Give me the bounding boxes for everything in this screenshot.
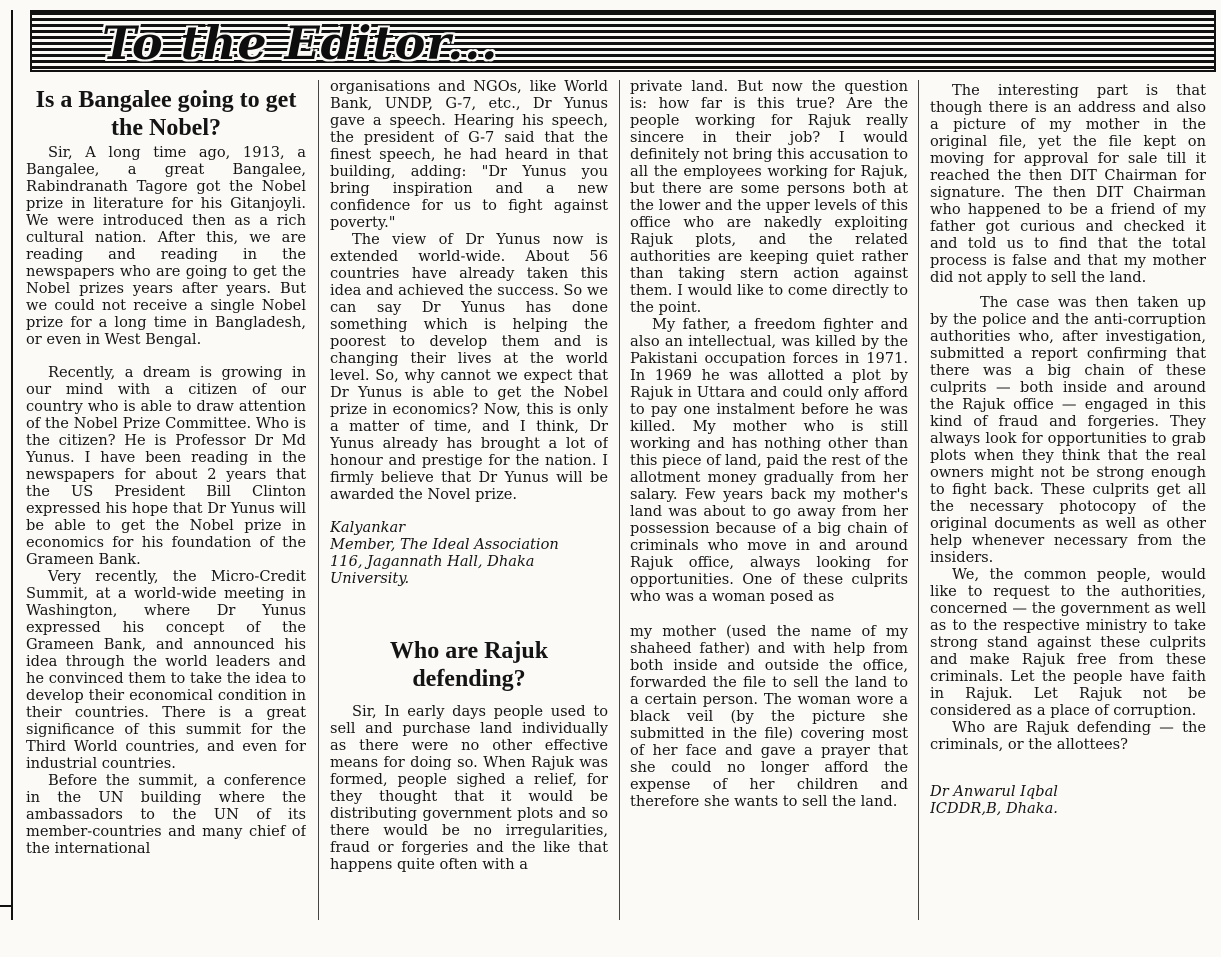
- letter-paragraph: The case was then taken up by the police and the anti-corruption authorities who, after investigation, submitted a report confirming that there was a big chain of these culprits — both inside and around the Rajuk office — engaged in this kind of fraud and forgeries. They always look for opportunities to grab plots when they think that the real owners might not be strong enough to fight back. These culprits get all the necessary photocopy of the original documents as well as other help whenever necessary from the insiders.: [930, 294, 1206, 566]
- section-title: To the Editor...: [102, 16, 499, 70]
- letter-headline: Who are Rajuk defending?: [389, 638, 549, 692]
- signature-affiliation: Member, The Ideal Association: [330, 536, 559, 553]
- column-1: [26, 80, 306, 930]
- letter-paragraph: We, the common people, would like to request to the authorities, concerned — the government as well as to the respective ministry to take strong stand against these culprits and make Rajuk free from these criminals. Let the people have faith in Rajuk. Let Rajuk not be considered as a place of corruption.: [930, 566, 1206, 719]
- column-rule: [918, 80, 919, 920]
- letter-paragraph: The view of Dr Yunus now is extended world-wide. About 56 countries have already taken this idea and achieved the success. So we can say Dr Yunus has done something which is helping the poorest to develop them and is changing their lives at the world level. So, why cannot we expect that Dr Yunus is able to get the Nobel prize in economics? Now, this is only a matter of time, and I think, Dr Yunus already has brought a lot of honour and prestige for the nation. I firmly believe that Dr Yunus will be awarded the Novel prize.: [330, 231, 608, 503]
- letter-headline: Is a Bangalee going to get the Nobel?: [35, 87, 297, 141]
- section-banner: [30, 10, 1216, 72]
- frame-foot-mark: [0, 905, 12, 907]
- column-4: [930, 82, 1206, 932]
- letter-paragraph: my mother (used the name of my shaheed father) and with help from both inside and outside the office, forwarded the file to sell the land to a certain person. The woman wore a black veil (by the picture she submitted in the file) covering most of her face and gave a prayer that she could no longer afford the expense of her children and therefore she wants to sell the land.: [630, 623, 908, 810]
- column-3: [630, 78, 908, 928]
- signature-address: 116, Jagannath Hall, Dhaka University.: [330, 553, 535, 587]
- letter-paragraph: Very recently, the Micro-Credit Summit, at a world-wide meeting in Washington, where Dr Yunus expressed his concept of the Grameen Bank, and announced his idea through the world leaders and he convinced them to take the idea to develop their economical condition in their countries. There is a great significance of this summit for the Third World countries, and even for industrial countries.: [26, 568, 306, 772]
- letter-paragraph: Sir, In early days people used to sell and purchase land individually as there were no other effective means for doing so. When Rajuk was formed, people sighed a relief, for they thought that it would be distributing government plots and so there would be no irregularities, fraud or forgeries and the like that happens quite often with a: [330, 703, 608, 873]
- letter-paragraph: organisations and NGOs, like World Bank, UNDP, G-7, etc., Dr Yunus gave a speech. Hearing his speech, the president of G-7 said that the finest speech, he had heard in that building, adding: "Dr Yunus you bring inspiration and a new confidence for us to fight against poverty.": [330, 78, 608, 231]
- column-rule: [619, 80, 620, 920]
- signature-block: [930, 783, 1206, 817]
- signature-name: Dr Anwarul Iqbal: [930, 783, 1058, 800]
- column-rule: [318, 80, 319, 920]
- signature-affiliation: ICDDR,B, Dhaka.: [930, 800, 1058, 817]
- column-2: [330, 78, 608, 928]
- letter-paragraph: Sir, A long time ago, 1913, a Bangalee, a great Bangalee, Rabindranath Tagore got the Nobel prize in literature for his Gitanjoyli. We were introduced then as a rich cultural nation. After this, we are reading and reading in the newspapers who are going to get the Nobel prizes years after years. But we could not receive a single Nobel prize for a long time in Bangladesh, or even in West Bengal.: [26, 144, 306, 348]
- left-frame-rule: [11, 10, 13, 920]
- letter-paragraph: The interesting part is that though there is an address and also a picture of my mother in the original file, yet the file kept on moving for approval for sale till it reached the then DIT Chairman for signature. The then DIT Chairman who happened to be a friend of my father got curious and checked it and told us to find that the total process is false and that my mother did not apply to sell the land.: [930, 82, 1206, 286]
- signature-name: Kalyankar: [330, 519, 406, 536]
- letter-paragraph: Who are Rajuk defending — the criminals, or the allottees?: [930, 719, 1206, 753]
- letter-paragraph: private land. But now the question is: how far is this true? Are the people working for Rajuk really sincere in their job? I would definitely not bring this accusation to all the employees working for Rajuk, but there are some persons both at the lower and the upper levels of this office who are nakedly exploiting Rajuk plots, and the related authorities are keeping quiet rather than taking stern action against them. I would like to come directly to the point.: [630, 78, 908, 316]
- signature-block: [330, 519, 608, 587]
- letter-paragraph: Recently, a dream is growing in our mind with a citizen of our country who is able to draw attention of the Nobel Prize Committee. Who is the citizen? He is Professor Dr Md Yunus. I have been reading in the newspapers for about 2 years that the US President Bill Clinton expressed his hope that Dr Yunus will be able to get the Nobel prize in economics for his foundation of the Grameen Bank.: [26, 364, 306, 568]
- letter-paragraph: My father, a freedom fighter and also an intellectual, was killed by the Pakistani occupation forces in 1971. In 1969 he was allotted a plot by Rajuk in Uttara and could only afford to pay one instalment before he was killed. My mother who is still working and has nothing other than this piece of land, paid the rest of the allotment money gradually from her salary. Few years back my mother's land was about to go away from her possession because of a big chain of criminals who move in and around Rajuk office, always looking for opportunities. One of these culprits who was a woman posed as: [630, 316, 908, 605]
- letter-paragraph: Before the summit, a conference in the UN building where the ambassadors to the UN of its member-countries and many chief of the international: [26, 772, 306, 857]
